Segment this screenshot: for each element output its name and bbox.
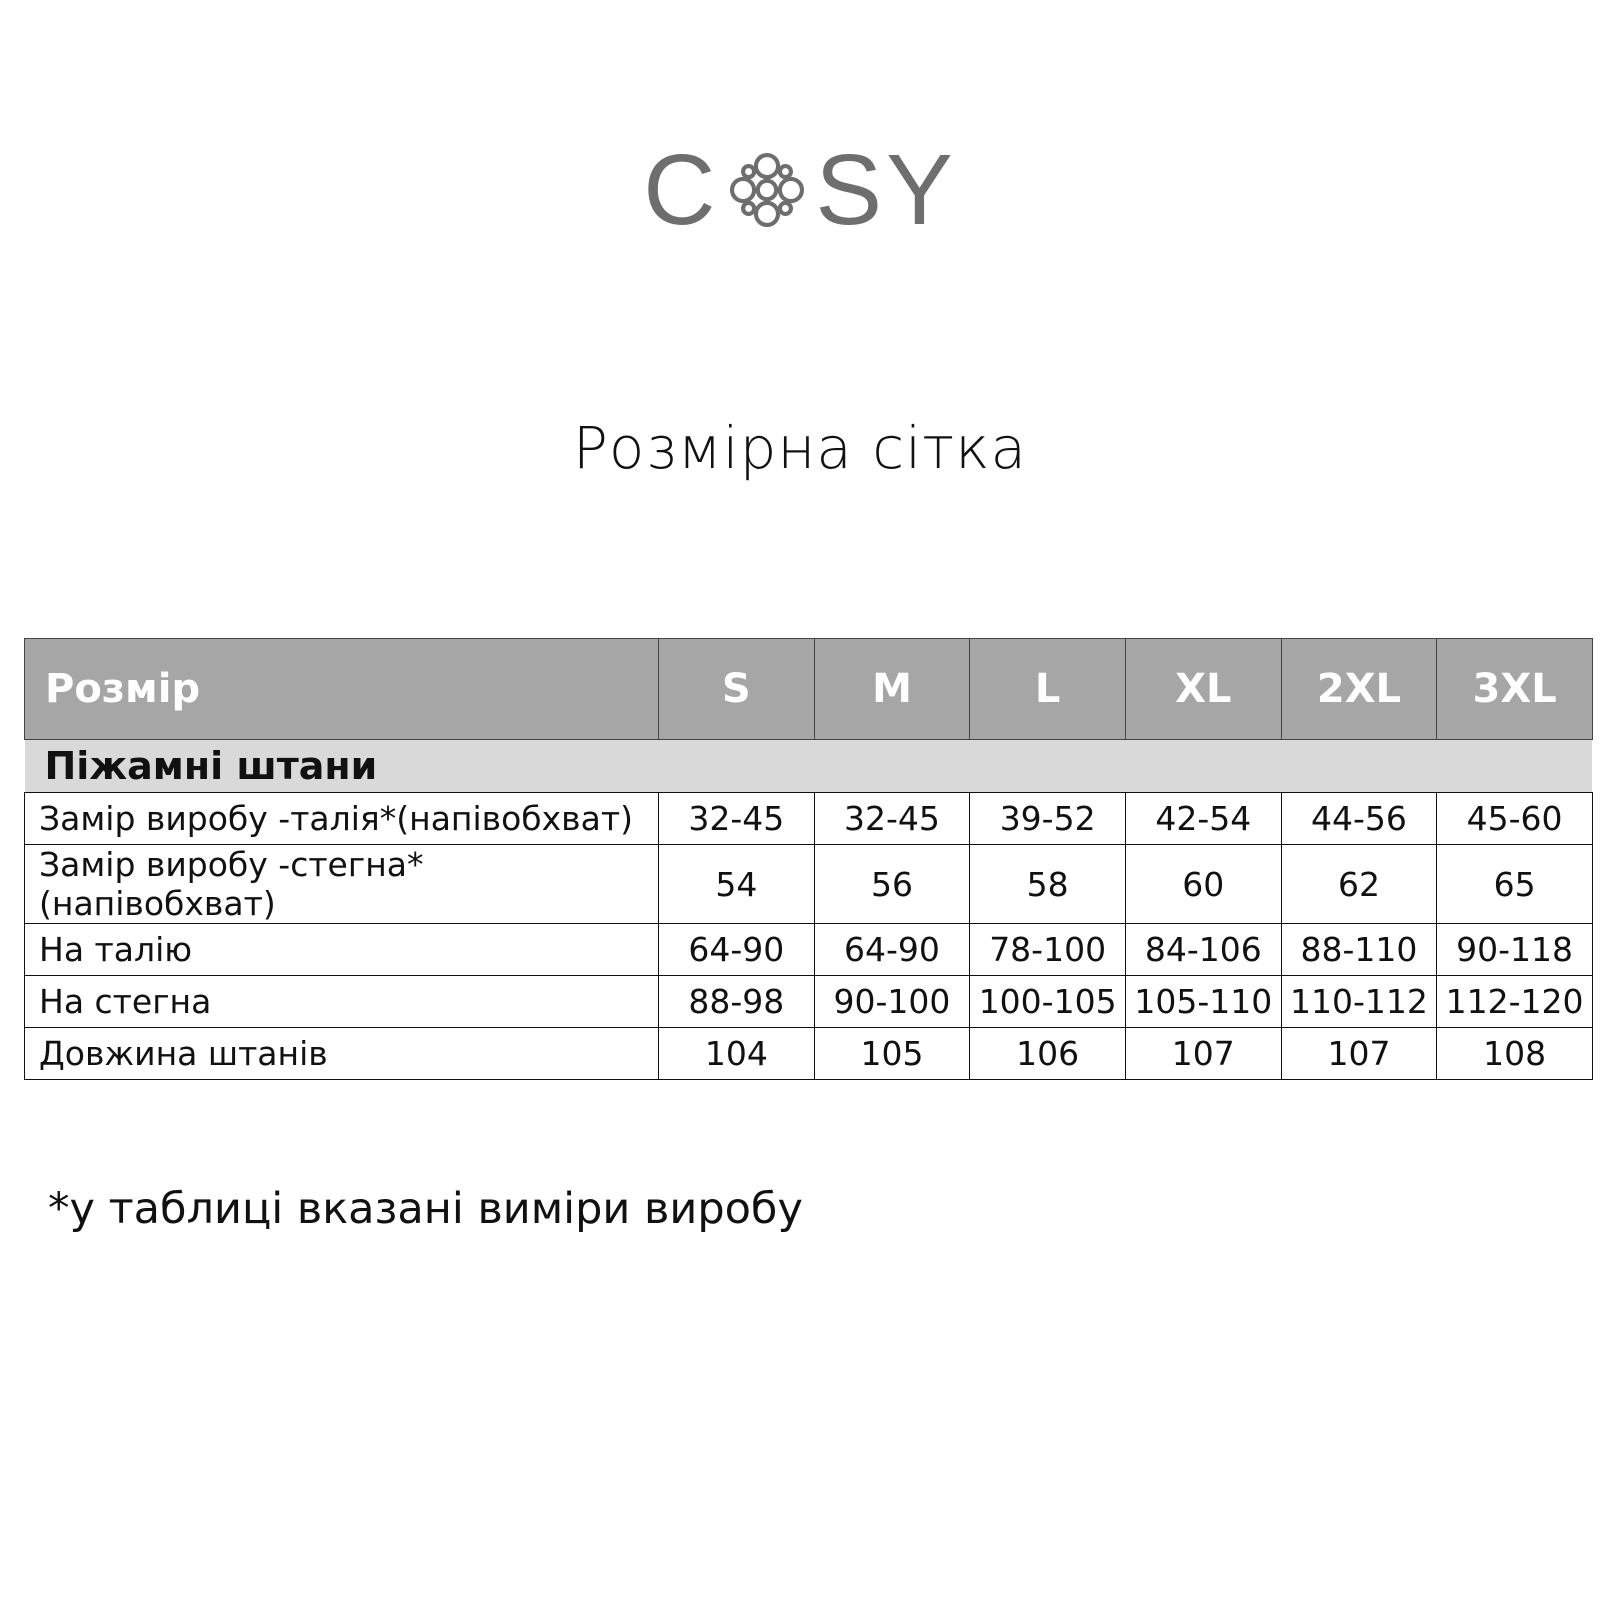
brand-logo [0,134,1600,246]
table-cell: 65 [1437,845,1593,924]
header-size-2xl: 2XL [1281,639,1437,740]
row-label: Замір виробу -талія*(напівобхват) [25,793,659,845]
row-label: На талію [25,924,659,976]
table-cell: 32-45 [659,793,815,845]
table-cell: 64-90 [814,924,970,976]
table-cell: 106 [970,1028,1126,1080]
table-cell: 110-112 [1281,976,1437,1028]
header-size-m: M [814,639,970,740]
table-cell: 32-45 [814,793,970,845]
table-cell: 54 [659,845,815,924]
table-cell: 78-100 [970,924,1126,976]
table-row [25,1028,1593,1080]
table-cell: 45-60 [1437,793,1593,845]
size-table [24,638,1593,1080]
table-cell: 56 [814,845,970,924]
table-row [25,976,1593,1028]
table-cell: 108 [1437,1028,1593,1080]
table-cell: 88-98 [659,976,815,1028]
table-row [25,924,1593,976]
table-cell: 88-110 [1281,924,1437,976]
row-label: На стегна [25,976,659,1028]
header-size-xl: XL [1125,639,1281,740]
table-cell: 105 [814,1028,970,1080]
table-cell: 90-100 [814,976,970,1028]
table-cell: 107 [1281,1028,1437,1080]
header-size-label: Розмір [25,639,659,740]
table-cell: 58 [970,845,1126,924]
table-cell: 42-54 [1125,793,1281,845]
table-cell: 64-90 [659,924,815,976]
footnote: *у таблиці вказані виміри виробу [48,1184,803,1234]
table-cell: 39-52 [970,793,1126,845]
row-label: Замір виробу -стегна*(напівобхват) [25,845,659,924]
table-header-row [25,639,1593,740]
logo-text-right: SY [815,134,957,246]
table-cell: 100-105 [970,976,1126,1028]
header-size-3xl: 3XL [1437,639,1593,740]
table-row [25,793,1593,845]
table-cell: 84-106 [1125,924,1281,976]
flower-icon [721,144,813,236]
table-cell: 107 [1125,1028,1281,1080]
table-cell: 105-110 [1125,976,1281,1028]
table-cell: 44-56 [1281,793,1437,845]
logo-text-left: C [643,134,720,246]
section-title: Піжамні штани [25,740,1593,793]
table-cell: 62 [1281,845,1437,924]
table-cell: 104 [659,1028,815,1080]
row-label: Довжина штанів [25,1028,659,1080]
header-size-l: L [970,639,1126,740]
page-title: Розмірна сітка [572,414,1028,482]
table-row [25,845,1593,924]
table-cell: 90-118 [1437,924,1593,976]
header-size-s: S [659,639,815,740]
section-row [25,740,1593,793]
table-cell: 112-120 [1437,976,1593,1028]
table-cell: 60 [1125,845,1281,924]
